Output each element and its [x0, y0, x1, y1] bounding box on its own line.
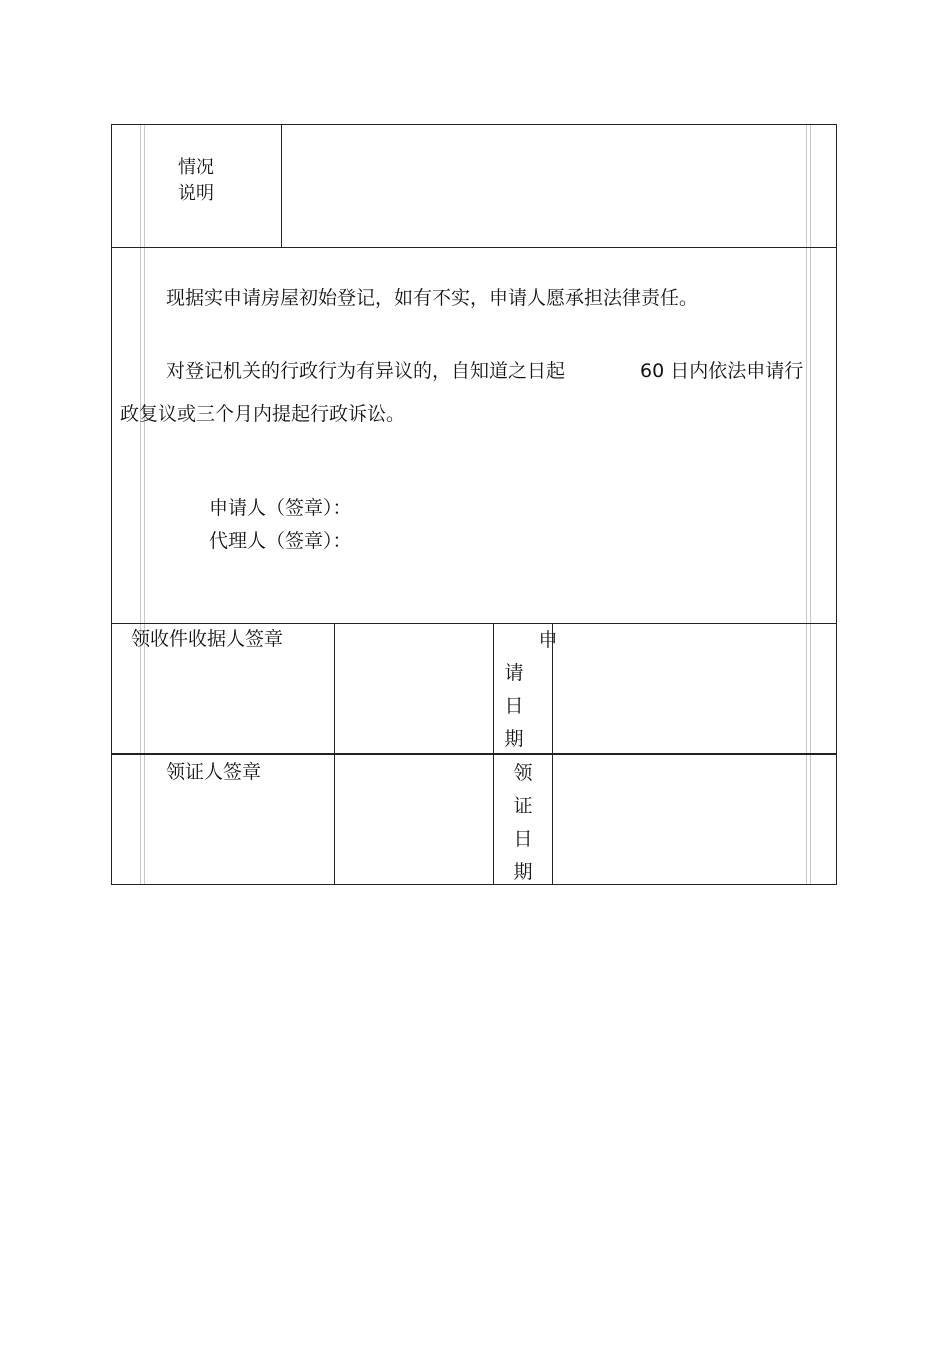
statement-row-bottom-border: [111, 623, 837, 624]
application-date-field[interactable]: [554, 625, 836, 752]
signature-value-divider: [493, 623, 494, 884]
certificate-date-field[interactable]: [554, 756, 836, 883]
application-date-char-4: 期: [504, 728, 524, 750]
receipt-row-bottom-border: [111, 753, 837, 755]
applicant-signature-label: 申请人（签章）：: [209, 497, 352, 519]
certificate-date-char-4: 期: [513, 861, 533, 883]
application-date-char-2: 请: [504, 662, 524, 684]
faint-left-guide-line-2: [144, 124, 145, 885]
situation-label-line1: 情况: [178, 157, 214, 178]
certificate-receiver-label: 领证人签章: [166, 761, 262, 783]
certificate-date-char-1: 领: [513, 762, 533, 784]
appeal-text-line2: 政复议或三个月内提起行政诉讼。: [120, 403, 406, 425]
situation-row-bottom-border: [111, 247, 837, 248]
situation-description-field[interactable]: [283, 126, 806, 246]
date-label-divider: [552, 623, 553, 884]
certificate-date-char-3: 日: [513, 828, 533, 850]
application-date-char-3: 日: [504, 695, 524, 717]
situation-label-line2: 说明: [178, 183, 214, 204]
certificate-date-char-2: 证: [513, 795, 533, 817]
agent-signature-field[interactable]: [365, 527, 665, 555]
application-date-char-1: 申: [538, 629, 558, 651]
appeal-text-line1-part1: 对登记机关的行政行为有异议的，自知道之日起: [166, 360, 566, 382]
situation-label-divider: [281, 124, 282, 247]
table-bottom-border: [111, 884, 837, 885]
table-top-border: [111, 124, 837, 125]
receiver-signature-field[interactable]: [336, 625, 492, 752]
appeal-text-line1-part2: 60 日内依法申请行: [640, 360, 804, 382]
certificate-receiver-field[interactable]: [336, 756, 492, 883]
declaration-text: 现据实申请房屋初始登记，如有不实，申请人愿承担法律责任。: [166, 287, 699, 309]
receiver-signature-label: 领收件收据人签章: [131, 628, 284, 650]
agent-signature-label: 代理人（签章）：: [209, 530, 352, 552]
signature-label-divider: [334, 623, 335, 884]
faint-left-guide-line: [140, 124, 141, 885]
applicant-signature-field[interactable]: [365, 494, 665, 522]
